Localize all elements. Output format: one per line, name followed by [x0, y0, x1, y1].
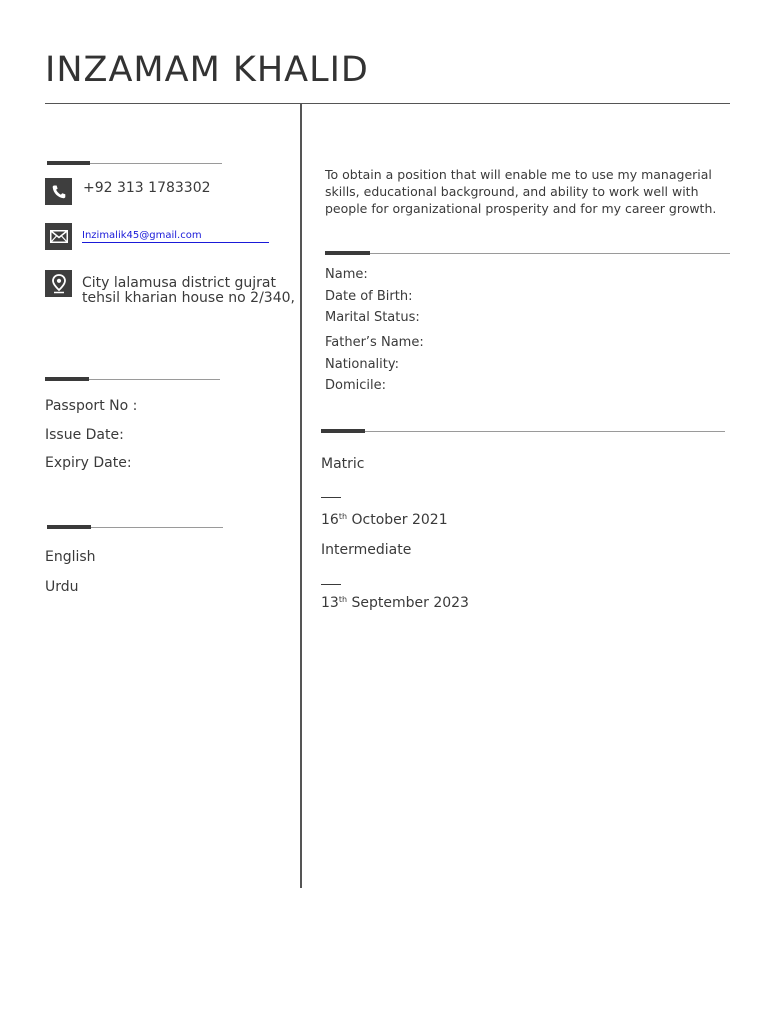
column-divider	[300, 104, 302, 888]
date-suffix: th	[338, 512, 348, 521]
address	[82, 276, 295, 306]
contact-section-bar	[47, 163, 222, 164]
mail-icon	[45, 223, 72, 250]
passport-no-label: Passport No :	[45, 398, 138, 414]
languages-section-bar	[47, 527, 223, 528]
education-section-bar	[321, 431, 725, 432]
education-date	[321, 595, 469, 611]
date-day: 16	[321, 512, 339, 528]
location-pin-icon	[45, 270, 72, 297]
father-name-label: Father’s Name:	[325, 335, 424, 350]
date-suffix: th	[338, 595, 348, 604]
header-divider	[45, 103, 730, 104]
address-line-1: City lalamusa district gujrat	[82, 275, 276, 291]
passport-section-bar	[45, 379, 220, 380]
phone-number: +92 313 1783302	[83, 180, 211, 196]
objective-text: To obtain a position that will enable me to use my managerial skills, educational background, and ability to work well with people for organizational prosperity and for my career growth.	[325, 167, 717, 216]
email-link[interactable]: Inzimalik45@gmail.com	[82, 230, 269, 243]
address-line-2: tehsil kharian house no 2/340,	[82, 290, 295, 306]
education-title: Intermediate	[321, 542, 412, 558]
education-dash	[321, 584, 341, 585]
date-rest: September 2023	[347, 595, 469, 611]
issue-date-label: Issue Date:	[45, 427, 124, 443]
domicile-label: Domicile:	[325, 378, 386, 393]
date-day: 13	[321, 595, 339, 611]
expiry-date-label: Expiry Date:	[45, 455, 132, 471]
name-label: Name:	[325, 267, 368, 282]
date-rest: October 2021	[347, 512, 448, 528]
marital-status-label: Marital Status:	[325, 310, 420, 325]
resume-name: INZAMAM KHALID	[45, 50, 369, 90]
nationality-label: Nationality:	[325, 357, 400, 372]
phone-icon	[45, 178, 72, 205]
language-item: Urdu	[45, 579, 79, 595]
language-item: English	[45, 549, 96, 565]
personal-section-bar	[325, 253, 730, 254]
education-date	[321, 512, 448, 528]
education-title: Matric	[321, 456, 365, 472]
dob-label: Date of Birth:	[325, 289, 413, 304]
education-dash	[321, 497, 341, 498]
